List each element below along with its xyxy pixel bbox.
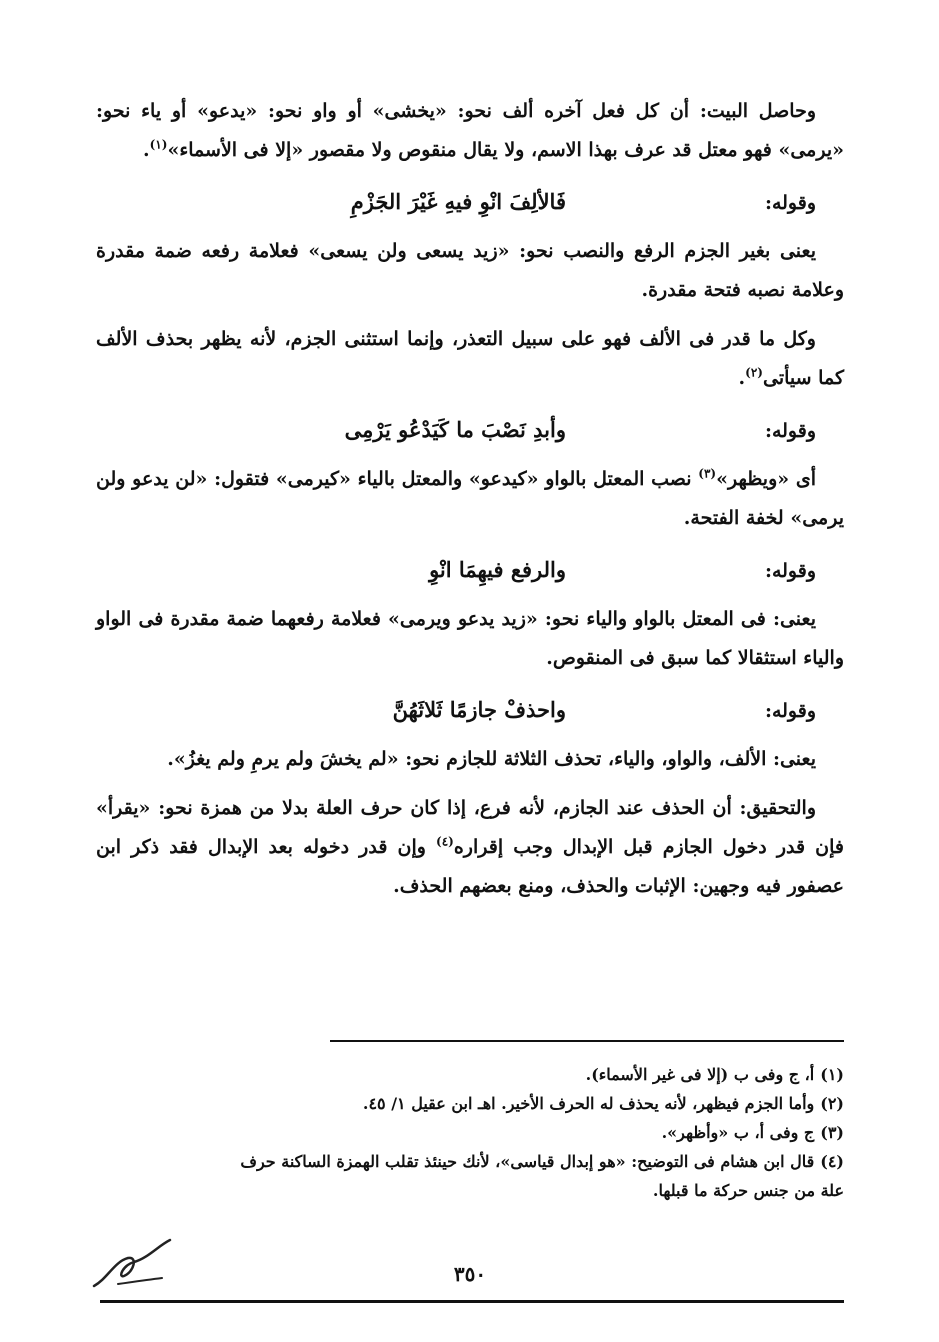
footnote: (١)أ، ج وفى ب (إلا فى غير الأسماء). [96,1060,844,1089]
page-number: ٣٥٠ [453,1262,487,1286]
verse-text: فَالألِفَ انْوِ فيهِ غَيْرَ الجَزْمِ [350,189,566,214]
verse-lead: وقوله: [764,192,816,214]
main-text [96,92,844,916]
footnote-ref[interactable]: (٢) [745,365,763,380]
paragraph: يعنى: فى المعتل بالواو والياء نحو: «زيد يدعو ويرمى» فعلامة رفعهما ضمة مقدرة فى الواو والياء استثقالا كما سبق فى المنقوص. [96,608,844,669]
footnote-number: (٢) [820,1094,844,1113]
verse-lead: وقوله: [764,420,816,442]
verse-text: وأبدِ نَصْبَ ما كَيَدْعُو يَرْمِى [344,417,566,442]
footnote-ref[interactable]: (١) [149,137,168,152]
verse-line [96,180,844,224]
bottom-rule [100,1300,844,1303]
footnote-continuation: علة من جنس حركة ما قبلها. [652,1181,844,1200]
footnote: (٤)قال ابن هشام فى التوضيح: «هو إبدال قياسى»، لأنك حينئذ تقلب الهمزة الساكنة حرف [96,1147,844,1176]
footnote-number: (٣) [820,1123,844,1142]
footnote: (٢)وأما الجزم فيظهر، لأنه يحذف له الحرف الأخير. اهـ ابن عقيل ١/ ٤٥. [96,1089,844,1118]
footnotes [96,1060,844,1205]
footnote-number: (١) [820,1065,844,1084]
verse-lead: وقوله: [764,700,816,722]
verse-text: والرفع فيهِمَا انْوِ [429,557,566,582]
verse-line [96,548,844,592]
verse-lead: وقوله: [764,560,816,582]
paragraph: وكل ما قدر فى الألف فهو على سبيل التعذر، وإنما استثنى الجزم، لأنه يظهر بحذف الألف كما سيأتى$^{(٢)}$. [96,328,844,389]
signature-mark [88,1232,178,1296]
paragraph: والتحقيق: أن الحذف عند الجازم، لأنه فرع، إذا كان حرف العلة بدلا من همزة نحو: «يقرأ» فإن قدر دخول الجازم قبل الإبدال وجب إقراره$^{(٤)}$ وإن قدر دخوله بعد الإبدال فقد ذكر ابن عصفور فيه وجهين: الإثبات والحذف، ومنع بعضهم الحذف. [96,797,844,897]
verse-line [96,408,844,452]
verse-text: واحذفْ جازمًا ثَلاثَهُنَّ [392,697,566,722]
footnote: (٣)ج وفى أ، ب «وأظهر». [96,1118,844,1147]
footnote-number: (٤) [820,1152,844,1171]
paragraph: يعنى: الألف، والواو، والياء، تحذف الثلاثة للجازم نحو: «لم يخشَ ولم يرمِ ولم يغزُ». [167,748,816,770]
paragraph: أى «ويظهر»$^{(٣)}$ نصب المعتل بالواو «كيدعو» والمعتل بالياء «كيرمى» فتقول: «لن يدعو ولن يرمى» لخفة الفتحة. [96,466,844,529]
verse-line [96,688,844,732]
paragraph: وحاصل البيت: أن كل فعل آخره ألف نحو: «يخشى» أو واو نحو: «يدعو» أو ياء نحو: «يرمى» فهو معتل قد عرف بهذا الاسم، ولا يقال منقوص ولا مقصور «إلا فى الأسماء»$^{(١)}$. [96,100,844,161]
footnote-separator [330,1040,844,1042]
footnote-ref[interactable]: (٤) [436,834,454,849]
footnote-ref[interactable]: (٣) [698,466,717,481]
paragraph: يعنى بغير الجزم الرفع والنصب نحو: «زيد يسعى ولن يسعى» فعلامة رفعه ضمة مقدرة وعلامة نصبه فتحة مقدرة. [96,240,844,301]
